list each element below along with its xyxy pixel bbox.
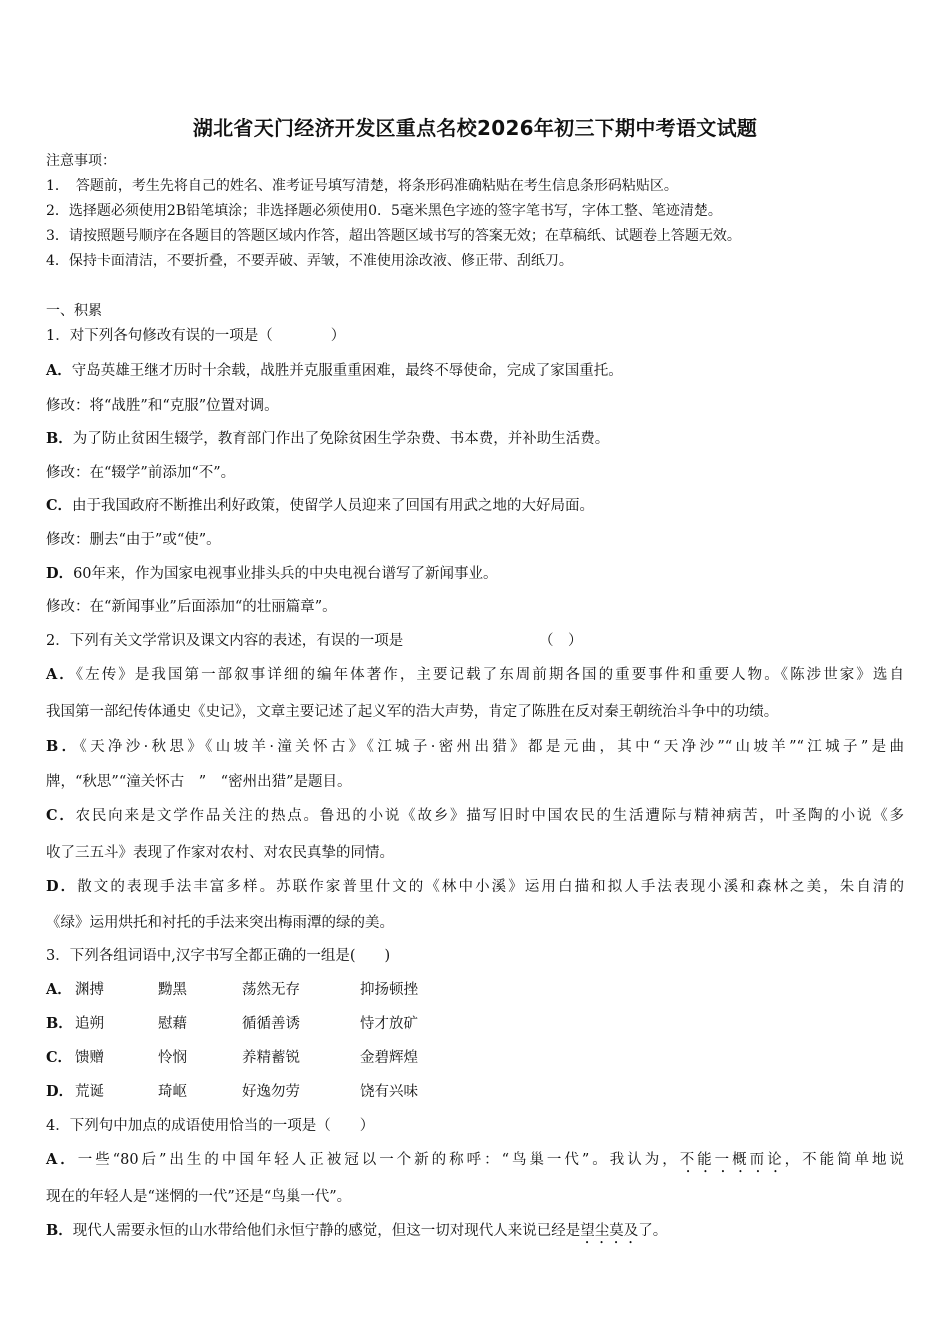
q2-option-c-line2: 收了三五斗》表现了作家对农村、对农民真挚的同情。 bbox=[46, 845, 394, 861]
q2-stem bbox=[46, 631, 583, 651]
q3-word: 怜悯 bbox=[158, 1050, 187, 1066]
q3-word: 饶有兴味 bbox=[360, 1084, 418, 1100]
option-text: 农民向来是文学作品关注的热点。鲁迅的小说《故乡》描写旧时中国农民的生活遭际与精神病苦，叶圣陶的小说《多 bbox=[75, 808, 905, 824]
option-label: B． bbox=[46, 1015, 73, 1032]
dotted-idiom: 不能一概而论 bbox=[679, 1152, 785, 1168]
q3-word: 黝黑 bbox=[158, 982, 187, 998]
option-text: 了。 bbox=[638, 1223, 668, 1239]
option-label: B． bbox=[46, 738, 80, 755]
q3-word: 荡然无存 bbox=[242, 982, 300, 998]
q1-option-c bbox=[46, 496, 594, 516]
dotted-idiom: 望尘莫及 bbox=[580, 1223, 639, 1239]
option-label: C． bbox=[46, 1049, 73, 1066]
option-label: B． bbox=[46, 430, 73, 447]
q1-option-d bbox=[46, 564, 498, 584]
q3-word: 抑扬顿挫 bbox=[360, 982, 418, 998]
option-text: 守岛英雄王继才历时十余载，战胜并克服重重困难，最终不辱使命，完成了家国重托。 bbox=[71, 363, 623, 379]
q3-word: 慰藉 bbox=[158, 1016, 187, 1032]
option-text: 一些“80后”出生的中国年轻人正被冠以一个新的称呼：“鸟巢一代”。我认为， bbox=[77, 1152, 680, 1168]
answer-paren: （ ） bbox=[539, 633, 583, 649]
option-label: C． bbox=[46, 497, 73, 514]
option-text: 现代人需要永恒的山水带给他们永恒宁静的感觉，但这一切对现代人来说已经是 bbox=[72, 1223, 581, 1239]
q3-option-c bbox=[46, 1048, 418, 1068]
q1-fix-a: 修改：将“战胜”和“克服”位置对调。 bbox=[46, 398, 279, 414]
q2-option-d-line1 bbox=[46, 877, 904, 897]
option-label: A． bbox=[46, 666, 76, 683]
option-text: 《左传》是我国第一部叙事详细的编年体著作，主要记载了东周前期各国的重要事件和重要人物。《陈涉世家》选自 bbox=[75, 667, 904, 683]
option-label: D． bbox=[46, 878, 78, 895]
q2-option-a-line2: 我国第一部纪传体通史《史记》，文章主要记述了起义军的浩大声势，肯定了陈胜在反对秦王朝统治斗争中的功绩。 bbox=[46, 704, 779, 720]
q2-option-a-line1 bbox=[46, 665, 904, 685]
option-label: A． bbox=[46, 362, 72, 379]
option-label: B． bbox=[46, 1222, 73, 1239]
q3-option-d bbox=[46, 1082, 418, 1102]
option-label: A． bbox=[46, 1151, 78, 1168]
q3-word: 渊搏 bbox=[75, 982, 104, 998]
section-heading: 一、积累 bbox=[46, 303, 102, 319]
notice-heading: 注意事项： bbox=[46, 153, 116, 169]
q1-option-b bbox=[46, 429, 609, 449]
q3-stem: 3．下列各组词语中,汉字书写全都正确的一组是( ) bbox=[46, 948, 391, 964]
q3-word: 馈赠 bbox=[75, 1050, 104, 1066]
option-label: D． bbox=[46, 565, 74, 582]
q3-word: 荒诞 bbox=[75, 1084, 104, 1100]
q1-fix-d: 修改：在“新闻事业”后面添加“的壮丽篇章”。 bbox=[46, 599, 337, 615]
option-text: 为了防止贫困生辍学，教育部门作出了免除贫困生学杂费、书本费，并补助生活费。 bbox=[72, 431, 610, 447]
q3-word: 循循善诱 bbox=[242, 1016, 300, 1032]
option-label: C． bbox=[46, 807, 76, 824]
q3-word: 养精蓄锐 bbox=[242, 1050, 300, 1066]
q3-word: 金碧辉煌 bbox=[360, 1050, 418, 1066]
q2-option-b-line2: 牌，“秋思”“潼关怀古 ” “密州出猎”是题目。 bbox=[46, 774, 352, 790]
q4-option-b bbox=[46, 1221, 667, 1247]
q3-word: 琦岖 bbox=[158, 1084, 187, 1100]
notice-item: 2．选择题必须使用2B铅笔填涂；非选择题必须使用0．5毫米黑色字迹的签字笔书写，字体工整、笔迹清楚。 bbox=[46, 203, 722, 219]
q1-fix-b: 修改：在“辍学”前添加“不”。 bbox=[46, 465, 236, 481]
option-text: 《天净沙·秋思》《山坡羊·潼关怀古》《江城子·密州出猎》都是元曲，其中“天净沙”“山坡羊”“江城子”是曲 bbox=[79, 739, 904, 755]
q4-stem: 4．下列句中加点的成语使用恰当的一项是（ ） bbox=[46, 1118, 375, 1134]
q3-word: 追朔 bbox=[75, 1016, 104, 1032]
option-text: 散文的表现手法丰富多样。苏联作家普里什文的《林中小溪》运用白描和拟人手法表现小溪和森林之美，朱自清的 bbox=[77, 879, 904, 895]
q3-option-b bbox=[46, 1014, 418, 1034]
q1-option-a bbox=[46, 361, 623, 381]
notice-item: 3．请按照题号顺序在各题目的答题区域内作答，超出答题区域书写的答案无效；在草稿纸、试题卷上答题无效。 bbox=[46, 228, 741, 244]
option-label: D． bbox=[46, 1083, 74, 1100]
q3-word: 好逸勿劳 bbox=[242, 1084, 300, 1100]
option-text: ，不能简单地说 bbox=[784, 1152, 905, 1168]
q3-option-a bbox=[46, 980, 418, 1000]
q1-stem: 1．对下列各句修改有误的一项是（ ） bbox=[46, 328, 346, 344]
notice-item: 4．保持卡面清洁，不要折叠，不要弄破、弄皱，不准使用涂改液、修正带、刮纸刀。 bbox=[46, 253, 573, 269]
page-title: 湖北省天门经济开发区重点名校2026年初三下期中考语文试题 bbox=[192, 116, 758, 140]
q2-option-b-line1 bbox=[46, 737, 904, 757]
q4-option-a-line1 bbox=[46, 1150, 904, 1176]
option-text: 60年来，作为国家电视事业排头兵的中央电视台谱写了新闻事业。 bbox=[73, 566, 498, 582]
q2-stem-text: 2．下列有关文学常识及课文内容的表述，有误的一项是 bbox=[46, 633, 404, 649]
q2-option-c-line1 bbox=[46, 806, 904, 826]
q3-word: 恃才放矿 bbox=[360, 1016, 418, 1032]
notice-item: 1． 答题前，考生先将自己的姓名、准考证号填写清楚，将条形码准确粘贴在考生信息条形码粘贴区。 bbox=[46, 178, 678, 194]
q4-option-a-line2: 现在的年轻人是“迷惘的一代”还是“鸟巢一代”。 bbox=[46, 1189, 352, 1205]
option-text: 由于我国政府不断推出利好政策，使留学人员迎来了回国有用武之地的大好局面。 bbox=[72, 498, 595, 514]
q2-option-d-line2: 《绿》运用烘托和衬托的手法来突出梅雨潭的绿的美。 bbox=[46, 915, 394, 931]
q1-fix-c: 修改：删去“由于”或“使”。 bbox=[46, 532, 221, 548]
option-label: A． bbox=[46, 981, 72, 998]
